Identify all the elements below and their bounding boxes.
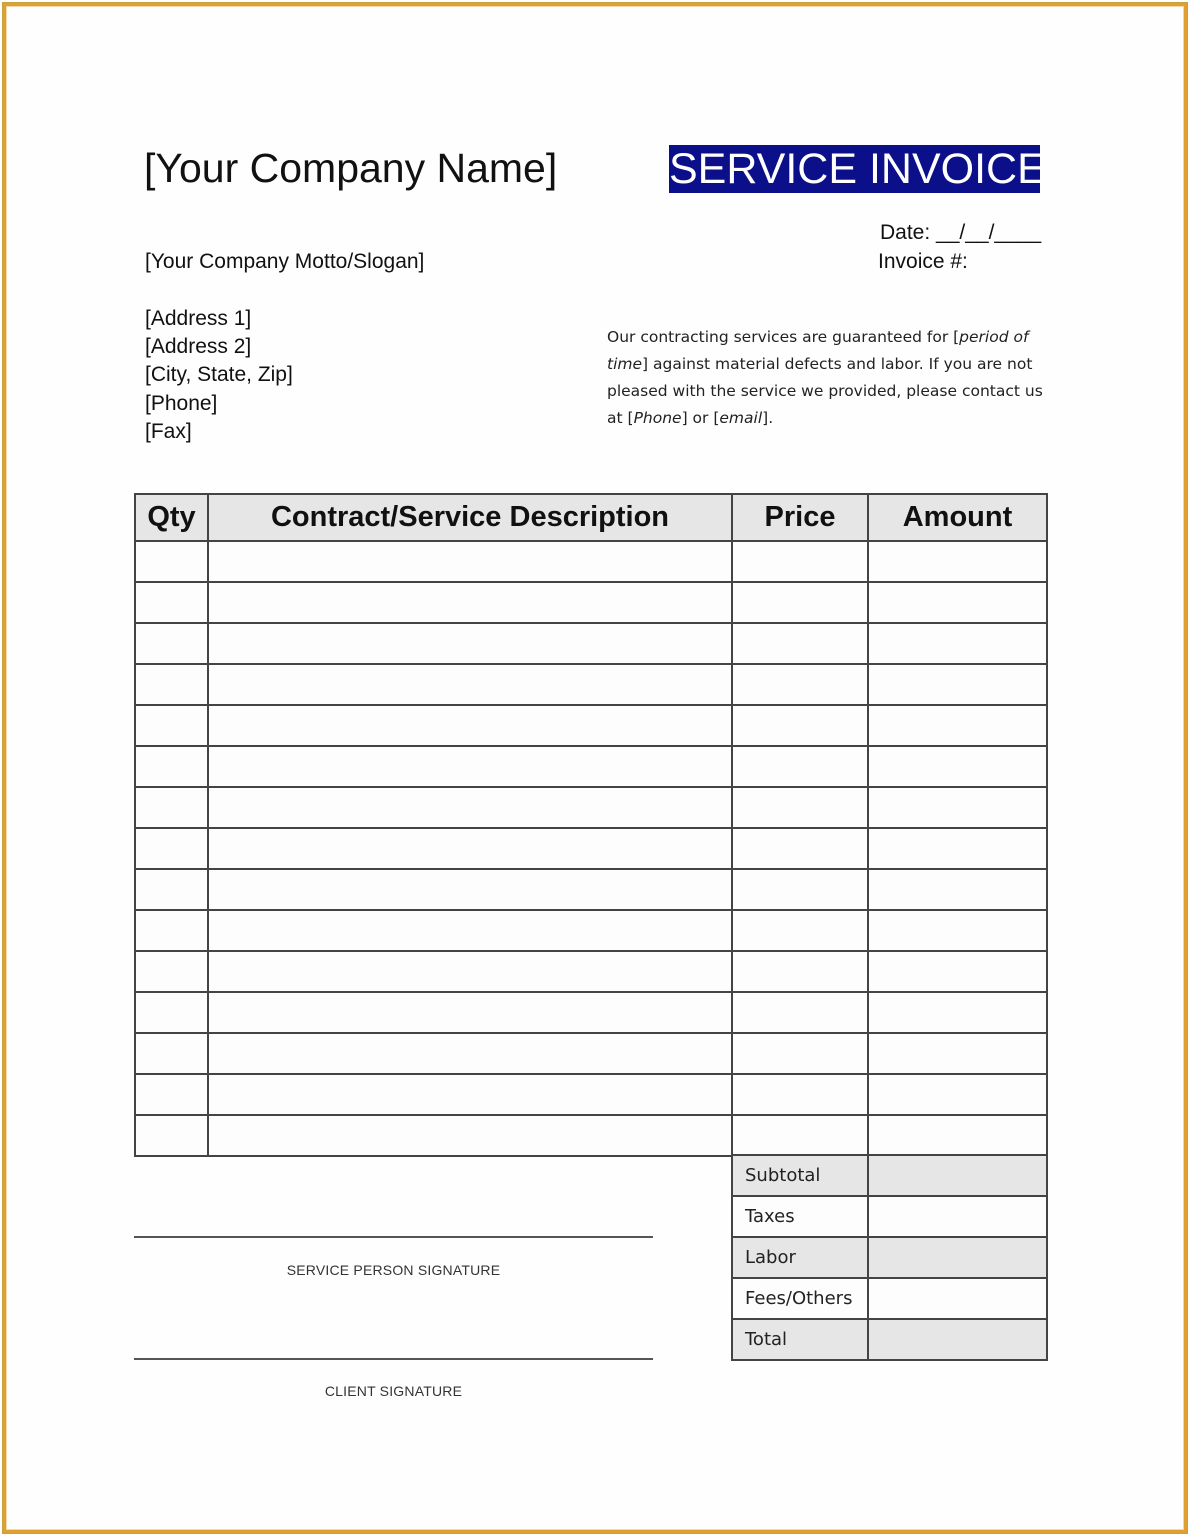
invoice-number-field[interactable]: Invoice #: bbox=[878, 250, 968, 273]
price-cell[interactable] bbox=[732, 582, 868, 623]
guarantee-phone: Phone bbox=[633, 409, 682, 427]
guarantee-part: ]. bbox=[762, 409, 774, 427]
totals-label: Fees/Others bbox=[732, 1278, 868, 1319]
totals-label: Subtotal bbox=[732, 1155, 868, 1196]
amount-cell[interactable] bbox=[868, 828, 1047, 869]
description-cell[interactable] bbox=[208, 664, 732, 705]
totals-row-subtotal bbox=[732, 1155, 1047, 1196]
description-cell[interactable] bbox=[208, 869, 732, 910]
date-field[interactable]: Date: __/__/____ bbox=[880, 221, 1042, 244]
guarantee-period: period of time bbox=[607, 328, 1029, 373]
totals-value[interactable] bbox=[868, 1278, 1047, 1319]
description-cell[interactable] bbox=[208, 623, 732, 664]
price-cell[interactable] bbox=[732, 664, 868, 705]
amount-cell[interactable] bbox=[868, 1074, 1047, 1115]
guarantee-part: Our contracting services are guaranteed for [ bbox=[607, 328, 960, 346]
qty-cell[interactable] bbox=[135, 1115, 208, 1156]
qty-cell[interactable] bbox=[135, 1074, 208, 1115]
qty-cell[interactable] bbox=[135, 787, 208, 828]
guarantee-part: ] against material defects and labor. If you are not pleased with the service we provided, please contact us at [ bbox=[607, 355, 1043, 427]
price-cell[interactable] bbox=[732, 746, 868, 787]
address-fax: [Fax] bbox=[145, 419, 192, 443]
table-row bbox=[135, 828, 1047, 869]
qty-cell[interactable] bbox=[135, 664, 208, 705]
client-signature-line[interactable] bbox=[134, 1358, 653, 1360]
column-header-amount: Amount bbox=[868, 494, 1047, 541]
description-cell[interactable] bbox=[208, 910, 732, 951]
price-cell[interactable] bbox=[732, 541, 868, 582]
company-slogan: [Your Company Motto/Slogan] bbox=[145, 250, 425, 273]
table-row bbox=[135, 869, 1047, 910]
amount-cell[interactable] bbox=[868, 664, 1047, 705]
table-row bbox=[135, 541, 1047, 582]
qty-cell[interactable] bbox=[135, 705, 208, 746]
table-row bbox=[135, 746, 1047, 787]
amount-cell[interactable] bbox=[868, 787, 1047, 828]
amount-cell[interactable] bbox=[868, 541, 1047, 582]
price-cell[interactable] bbox=[732, 787, 868, 828]
address-line-2: [Address 2] bbox=[145, 335, 252, 359]
totals-table bbox=[731, 1154, 1048, 1361]
description-cell[interactable] bbox=[208, 1115, 732, 1156]
price-cell[interactable] bbox=[732, 869, 868, 910]
qty-cell[interactable] bbox=[135, 951, 208, 992]
totals-label: Total bbox=[732, 1319, 868, 1360]
column-header-qty: Qty bbox=[135, 494, 208, 541]
column-header-price: Price bbox=[732, 494, 868, 541]
table-row bbox=[135, 951, 1047, 992]
qty-cell[interactable] bbox=[135, 992, 208, 1033]
table-row bbox=[135, 1033, 1047, 1074]
totals-value[interactable] bbox=[868, 1319, 1047, 1360]
amount-cell[interactable] bbox=[868, 992, 1047, 1033]
address-phone: [Phone] bbox=[145, 391, 218, 415]
table-row bbox=[135, 623, 1047, 664]
document-title: SERVICE INVOICE bbox=[669, 145, 1046, 193]
description-cell[interactable] bbox=[208, 951, 732, 992]
column-header-description: Contract/Service Description bbox=[208, 494, 732, 541]
description-cell[interactable] bbox=[208, 541, 732, 582]
totals-value[interactable] bbox=[868, 1237, 1047, 1278]
amount-cell[interactable] bbox=[868, 582, 1047, 623]
amount-cell[interactable] bbox=[868, 1033, 1047, 1074]
qty-cell[interactable] bbox=[135, 746, 208, 787]
company-address bbox=[145, 305, 293, 446]
description-cell[interactable] bbox=[208, 746, 732, 787]
price-cell[interactable] bbox=[732, 1074, 868, 1115]
client-signature-label: CLIENT SIGNATURE bbox=[324, 1383, 463, 1399]
service-person-signature-label: SERVICE PERSON SIGNATURE bbox=[286, 1262, 501, 1278]
company-name: [Your Company Name] bbox=[144, 145, 558, 191]
amount-cell[interactable] bbox=[868, 869, 1047, 910]
table-row bbox=[135, 1074, 1047, 1115]
totals-row-taxes bbox=[732, 1196, 1047, 1237]
table-row bbox=[135, 664, 1047, 705]
price-cell[interactable] bbox=[732, 1115, 868, 1156]
totals-label: Taxes bbox=[732, 1196, 868, 1237]
amount-cell[interactable] bbox=[868, 746, 1047, 787]
qty-cell[interactable] bbox=[135, 1033, 208, 1074]
price-cell[interactable] bbox=[732, 951, 868, 992]
description-cell[interactable] bbox=[208, 828, 732, 869]
table-row bbox=[135, 705, 1047, 746]
table-row bbox=[135, 910, 1047, 951]
description-cell[interactable] bbox=[208, 787, 732, 828]
price-cell[interactable] bbox=[732, 828, 868, 869]
amount-cell[interactable] bbox=[868, 1115, 1047, 1156]
qty-cell[interactable] bbox=[135, 910, 208, 951]
description-cell[interactable] bbox=[208, 582, 732, 623]
address-line-1: [Address 1] bbox=[145, 307, 252, 330]
price-cell[interactable] bbox=[732, 623, 868, 664]
qty-cell[interactable] bbox=[135, 869, 208, 910]
line-items-table bbox=[134, 493, 1048, 1157]
description-cell[interactable] bbox=[208, 705, 732, 746]
table-row bbox=[135, 1115, 1047, 1156]
guarantee-part: ] or [ bbox=[681, 409, 720, 427]
qty-cell[interactable] bbox=[135, 623, 208, 664]
amount-cell[interactable] bbox=[868, 623, 1047, 664]
qty-cell[interactable] bbox=[135, 541, 208, 582]
totals-row-total bbox=[732, 1319, 1047, 1360]
amount-cell[interactable] bbox=[868, 951, 1047, 992]
totals-row-fees-others bbox=[732, 1278, 1047, 1319]
description-cell[interactable] bbox=[208, 1074, 732, 1115]
amount-cell[interactable] bbox=[868, 705, 1047, 746]
table-row bbox=[135, 582, 1047, 623]
price-cell[interactable] bbox=[732, 1033, 868, 1074]
qty-cell[interactable] bbox=[135, 582, 208, 623]
price-cell[interactable] bbox=[732, 992, 868, 1033]
price-cell[interactable] bbox=[732, 910, 868, 951]
totals-value[interactable] bbox=[868, 1196, 1047, 1237]
description-cell[interactable] bbox=[208, 992, 732, 1033]
address-city-state-zip: [City, State, Zip] bbox=[145, 363, 293, 387]
totals-row-labor bbox=[732, 1237, 1047, 1278]
table-row bbox=[135, 787, 1047, 828]
amount-cell[interactable] bbox=[868, 910, 1047, 951]
price-cell[interactable] bbox=[732, 705, 868, 746]
table-header-row bbox=[135, 494, 1047, 541]
guarantee-text bbox=[607, 324, 1057, 432]
qty-cell[interactable] bbox=[135, 828, 208, 869]
guarantee-email: email bbox=[719, 409, 763, 427]
description-cell[interactable] bbox=[208, 1033, 732, 1074]
table-row bbox=[135, 992, 1047, 1033]
service-person-signature-line[interactable] bbox=[134, 1236, 653, 1238]
totals-label: Labor bbox=[732, 1237, 868, 1278]
totals-value[interactable] bbox=[868, 1155, 1047, 1196]
